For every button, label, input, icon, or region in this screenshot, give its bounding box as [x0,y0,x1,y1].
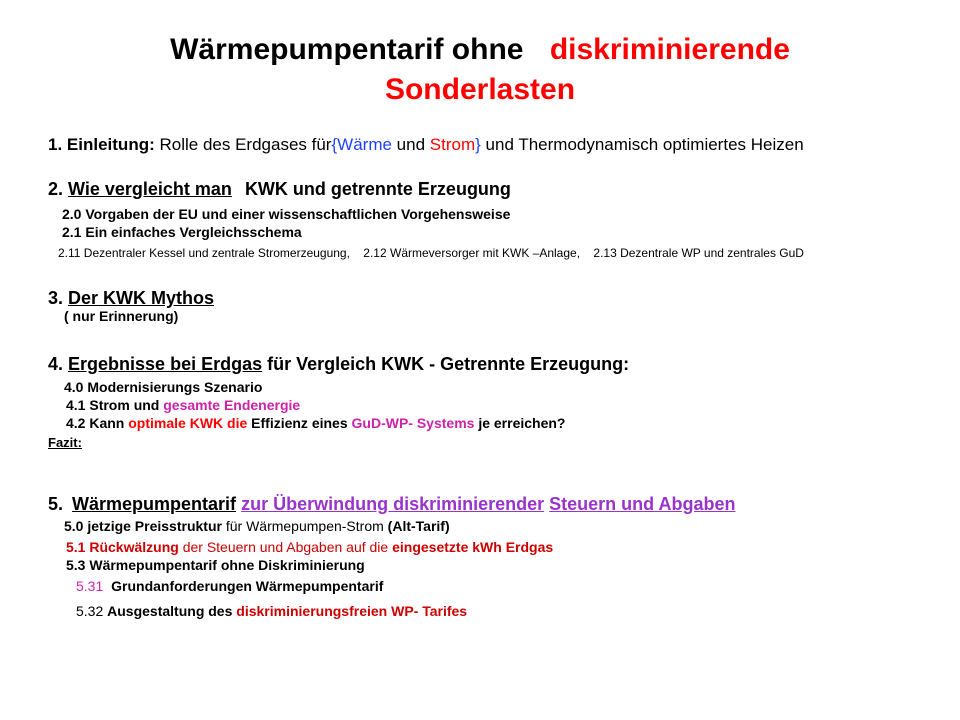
section-4-number: 4. [48,354,64,374]
section-5-heading [48,493,735,515]
subsection-2-0: 2.0 Vorgaben der EU und einer wissenschaftlichen Vorgehensweise [62,206,511,222]
fazit-label: Fazit: [48,435,82,450]
section-4-rest: für Vergleich KWK - Getrennte Erzeugung: [267,354,630,374]
section-3-underlined: Der KWK Mythos [68,288,215,308]
subsection-5-32-c: diskriminierungsfreien WP- Tarifes [236,603,468,619]
subsection-5-31-b: Grundanforderungen Wärmepumpentarif [111,578,384,594]
section-4-underlined: Ergebnisse bei Erdgas [68,354,263,374]
section-1-brace-open: { [331,135,338,154]
section-1-und: und [396,135,426,154]
section-4-heading [48,353,629,375]
subsection-4-2-d: GuD-WP- Systems [351,415,475,431]
section-2-rest: KWK und getrennte Erzeugung [244,179,511,199]
subsection-2-11-to-2-13 [58,245,804,261]
subsection-5-32 [76,602,467,620]
subsection-4-2-e: je erreichen? [478,415,566,431]
subsection-2-11: 2.11 Dezentraler Kessel und zentrale Stromerzeugung, [58,246,350,260]
section-3-number: 3. [48,288,64,308]
subsection-5-0 [64,517,450,535]
section-5-underlined-c: Steuern und Abgaben [549,494,736,514]
section-2-number: 2. [48,179,64,199]
subsection-5-1-a: 5.1 Rückwälzung [66,539,179,555]
section-1-label: Einleitung: [66,135,155,154]
subsection-2-1: 2.1 Ein einfaches Vergleichsschema [62,224,302,240]
subsection-4-1 [66,396,300,414]
section-1-strom: Strom [429,135,476,154]
slide-title-line-1 [0,32,960,68]
subsection-2-13: 2.13 Dezentrale WP und zentrales GuD [593,246,804,260]
slide-title-line-2: Sonderlasten [384,73,576,106]
section-1-text-a: Rolle des Erdgases für [159,135,332,154]
subsection-5-0-b: für Wärmepumpen-Strom [225,518,384,534]
subsection-5-31 [76,577,383,595]
title-part-1: Wärmepumpentarif ohne [170,33,524,66]
section-5-number: 5. [48,494,64,514]
subsection-5-1-c: eingesetzte kWh Erdgas [392,539,554,555]
section-1 [48,134,804,155]
title-part-2: diskriminierende [549,33,790,66]
section-1-waerme: Wärme [337,135,392,154]
subsection-5-0-a: 5.0 jetzige Preisstruktur [64,518,222,534]
section-1-number: 1. [48,135,63,154]
subsection-5-1 [66,538,553,556]
subsection-4-1-b: gesamte Endenergie [163,397,301,413]
subsection-4-2-a: 4.2 Kann [66,415,125,431]
subsection-5-32-a: 5.32 [76,603,104,619]
section-1-text-b: und Thermodynamisch optimiertes Heizen [485,135,804,154]
section-1-brace-close: } [475,135,481,154]
subsection-5-1-b: der Steuern und Abgaben auf die [182,539,389,555]
subsection-4-2-c: Effizienz eines [251,415,348,431]
subsection-5-3: 5.3 Wärmepumpentarif ohne Diskriminierung [66,557,365,573]
section-2-underlined: Wie vergleicht man [68,179,232,199]
subsection-4-2-b: optimale KWK die [128,415,248,431]
section-5-underlined-a: Wärmepumpentarif [72,494,237,514]
section-3-note: ( nur Erinnerung) [64,308,179,324]
subsection-5-0-c: (Alt-Tarif) [387,518,450,534]
subsection-4-0: 4.0 Modernisierungs Szenario [64,379,263,395]
subsection-4-2 [66,414,565,432]
subsection-5-32-b: Ausgestaltung des [107,603,233,619]
subsection-4-1-a: 4.1 Strom und [66,397,160,413]
section-5-underlined-b: zur Überwindung diskriminierender [241,494,545,514]
subsection-2-12: 2.12 Wärmeversorger mit KWK –Anlage, [363,246,581,260]
section-3-heading [48,287,214,309]
section-2-heading [48,178,511,200]
subsection-5-31-a: 5.31 [76,578,104,594]
